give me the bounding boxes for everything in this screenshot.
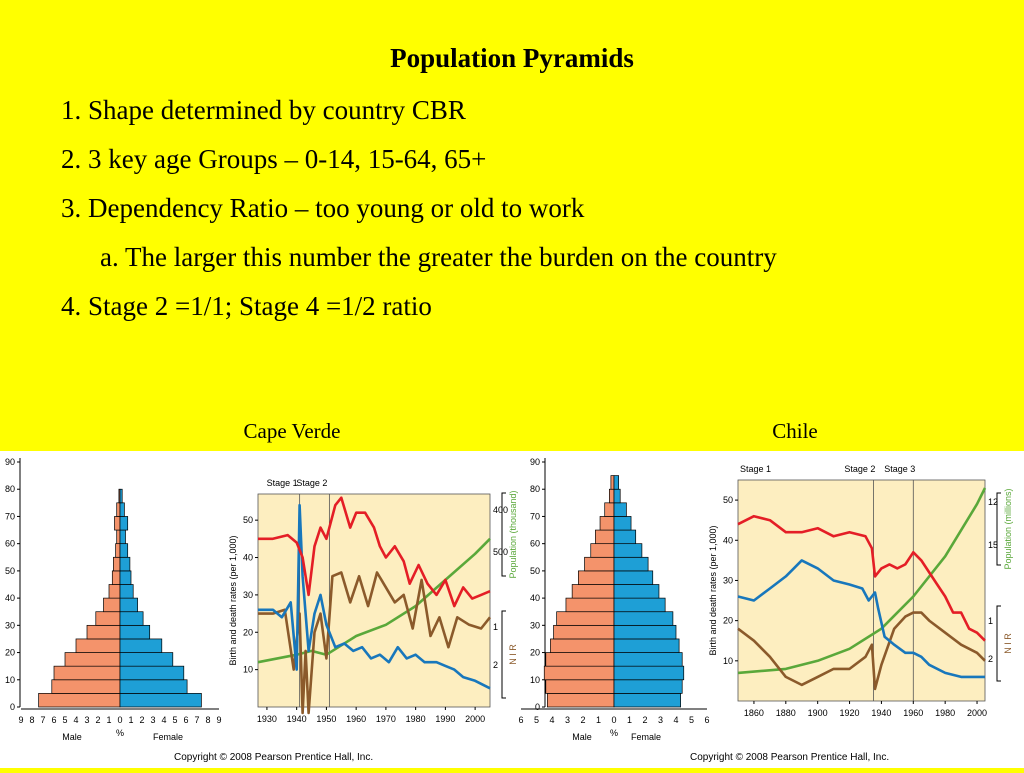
chile-pyramid-male-bar <box>550 639 614 653</box>
chile-transition-x-tick-label: 1940 <box>871 708 892 718</box>
cape-verde-pyramid-female-bar <box>120 666 184 680</box>
chile-pyramid-male-bar <box>572 585 614 599</box>
cape-verde-pyramid-female-bar <box>120 571 131 585</box>
cape-verde-pyramid-percent-tick-label: 4 <box>73 715 79 725</box>
chile-pyramid-male-bar <box>595 530 614 544</box>
chile-transition-population-axis-label: Population (millions) <box>1003 488 1013 570</box>
chile-transition-y-tick-label: 10 <box>722 655 733 666</box>
bullet-point-3a: a. The larger this number the greater the burden on the country <box>100 242 777 272</box>
cape-verde-pyramid-percent-tick-label: 2 <box>95 715 101 725</box>
chile-pyramid-male-bar <box>591 544 614 558</box>
chile-pyramid-female-bar <box>614 585 659 599</box>
cape-verde-pyramid-male-bar <box>117 530 120 544</box>
cape-verde-pyramid-male-bar <box>76 639 120 653</box>
cape-verde-transition-y-tick-label: 10 <box>242 664 253 675</box>
cape-verde-pyramid-age-tick-label: 30 <box>4 620 15 631</box>
cape-verde-pyramid-male-bar <box>96 612 120 626</box>
cape-verde-transition-y-axis-label: Birth and death rates (per 1,000) <box>228 535 238 666</box>
cape-verde-pyramid-percent-tick-label: 1 <box>106 715 112 725</box>
caption-cape-verde: Cape Verde <box>243 419 341 443</box>
chile-pyramid-age-tick-label: 80 <box>529 484 540 495</box>
chile-pyramid-male-bar <box>605 503 614 517</box>
cape-verde-transition-x-tick-label: 1950 <box>316 714 337 724</box>
chile-pyramid-female-bar <box>614 680 682 694</box>
cape-verde-pyramid-female-label: Female <box>152 732 184 742</box>
cape-verde-pyramid-female-bar <box>120 625 150 639</box>
figure-canvas <box>0 451 1024 768</box>
chile-transition-stage-label: Stage 3 <box>884 464 916 474</box>
cape-verde-pyramid-percent-tick-label: 2 <box>139 715 145 725</box>
chile-pyramid-female-bar <box>614 489 620 503</box>
cape-verde-pyramid-male-bar <box>113 557 120 571</box>
chile-transition-nir-bracket <box>997 606 1001 681</box>
cape-verde-transition-x-tick-label: 1990 <box>435 714 456 724</box>
cape-verde-transition-nir-bracket <box>502 611 506 698</box>
chile-pyramid-age-tick-label: 40 <box>529 593 540 604</box>
cape-verde-pyramid-age-tick-label: 60 <box>4 538 15 549</box>
cape-verde-transition-population-axis-label: Population (thousand) <box>508 490 518 579</box>
chile-pyramid-female-bar <box>614 503 626 517</box>
cape-verde-pyramid-percent-tick-label: 4 <box>161 715 167 725</box>
chile-pyramid-male-bar <box>566 598 614 612</box>
chile-pyramid-age-tick-label: 60 <box>529 538 540 549</box>
chile-pyramid-female-bar <box>614 612 673 626</box>
cape-verde-pyramid-female-bar <box>120 544 128 558</box>
chile-pyramid-percent-label: % <box>609 728 619 738</box>
chile-pyramid-male-label: Male <box>572 732 592 742</box>
chile-transition-population-tick-label: 15 <box>988 540 999 550</box>
chile-pyramid-male-bar <box>546 680 614 694</box>
chile-pyramid-female-bar <box>614 557 648 571</box>
cape-verde-pyramid-percent-tick-label: 6 <box>183 715 189 725</box>
cape-verde-pyramid-age-tick-label: 70 <box>4 511 15 522</box>
cape-verde-pyramid-male-bar <box>115 516 121 530</box>
chile-pyramid-male-bar <box>544 666 614 680</box>
cape-verde-transition-y-tick-label: 20 <box>242 627 253 638</box>
chile-pyramid-percent-tick-label: 2 <box>642 715 648 725</box>
chile-pyramid-female-bar <box>614 530 636 544</box>
chile-pyramid-age-tick-label: 30 <box>529 620 540 631</box>
cape-verde-pyramid-percent-tick-label: 0 <box>117 715 123 725</box>
cape-verde-pyramid-percent-tick-label: 7 <box>194 715 200 725</box>
slide-title: Population Pyramids <box>390 43 634 73</box>
chile-pyramid-male-bar <box>557 612 614 626</box>
chile-pyramid-percent-tick-label: 1 <box>626 715 633 725</box>
chile-pyramid-age-tick-label: 10 <box>529 674 540 685</box>
chile-pyramid-male-bar <box>547 693 614 707</box>
chile-transition-x-tick-label: 1860 <box>743 708 764 718</box>
cape-verde-transition-nir-tick-label: 1 <box>493 622 499 632</box>
chile-pyramid-percent-tick-label: 1 <box>595 715 602 725</box>
chile-pyramid-female-bar <box>614 653 682 667</box>
cape-verde-transition-population-tick-label: 500 <box>493 547 509 557</box>
cape-verde-transition-stage-label: Stage 2 <box>296 478 328 488</box>
chile-pyramid-female-bar <box>614 666 684 680</box>
cape-verde-pyramid-age-tick-label: 10 <box>4 674 15 685</box>
chile-pyramid-male-bar <box>609 489 614 503</box>
cape-verde-pyramid-female-bar <box>120 693 201 707</box>
chile-pyramid-male-bar <box>554 625 614 639</box>
cape-verde-pyramid-male-bar <box>87 625 120 639</box>
chile-pyramid-percent-tick-label: 5 <box>533 715 540 725</box>
cape-verde-pyramid-female-bar <box>120 612 143 626</box>
chile-pyramid-female-bar <box>614 571 653 585</box>
cape-verde-pyramid-male-bar <box>112 571 120 585</box>
cape-verde-transition-x-tick-label: 1980 <box>405 714 426 724</box>
copyright-left: Copyright © 2008 Pearson Prentice Hall, Inc. <box>174 752 374 763</box>
cape-verde-pyramid-male-label: Male <box>62 732 82 742</box>
cape-verde-pyramid-male-bar <box>104 598 121 612</box>
caption-chile: Chile <box>772 419 818 443</box>
cape-verde-pyramid-female-bar <box>120 516 128 530</box>
cape-verde-pyramid-age-tick-label: 0 <box>9 702 15 712</box>
chile-pyramid-male-bar <box>578 571 614 585</box>
chile-pyramid-male-bar <box>611 476 614 490</box>
figure-strip <box>0 451 1024 768</box>
cape-verde-pyramid-female-bar <box>120 530 126 544</box>
cape-verde-transition-x-tick-label: 1930 <box>256 714 277 724</box>
chile-transition-x-tick-label: 1880 <box>775 708 796 718</box>
chile-transition-nir-label: N I R <box>1003 633 1013 654</box>
chile-pyramid-female-bar <box>614 693 681 707</box>
cape-verde-pyramid-percent-tick-label: 9 <box>216 715 222 725</box>
chile-pyramid-percent-tick-label: 6 <box>518 715 524 725</box>
chile-pyramid-percent-tick-label: 5 <box>688 715 695 725</box>
cape-verde-pyramid-percent-tick-label: 1 <box>128 715 134 725</box>
chile-pyramid-age-tick-label: 20 <box>529 647 540 658</box>
chile-pyramid-male-bar <box>585 557 614 571</box>
cape-verde-pyramid-percent-tick-label: 9 <box>18 715 24 725</box>
cape-verde-pyramid-age-tick-label: 80 <box>4 484 15 495</box>
cape-verde-pyramid-age-tick-label: 90 <box>4 457 15 467</box>
chile-transition-y-tick-label: 20 <box>722 615 733 626</box>
cape-verde-pyramid-percent-tick-label: 6 <box>51 715 57 725</box>
cape-verde-pyramid-percent-tick-label: 5 <box>172 715 178 725</box>
chile-pyramid-percent-tick-label: 0 <box>611 715 617 725</box>
chile-pyramid-age-tick-label: 0 <box>534 702 540 712</box>
cape-verde-pyramid-male-bar <box>65 653 120 667</box>
chile-pyramid-percent-tick-label: 3 <box>657 715 664 725</box>
cape-verde-pyramid-female-bar <box>120 489 122 503</box>
chile-transition-y-tick-label: 40 <box>722 535 733 546</box>
chile-transition-y-tick-label: 50 <box>722 495 733 506</box>
chile-pyramid-male-bar <box>546 653 614 667</box>
chile-pyramid-female-bar <box>614 516 631 530</box>
cape-verde-transition-x-tick-label: 1940 <box>286 714 307 724</box>
chile-transition-population-tick-label: 12 <box>988 497 999 507</box>
cape-verde-pyramid-male-bar <box>109 585 120 599</box>
chile-transition-stage-label: Stage 2 <box>844 464 876 474</box>
cape-verde-pyramid-female-bar <box>120 653 173 667</box>
cape-verde-transition-y-tick-label: 50 <box>242 515 253 526</box>
cape-verde-pyramid-male-bar <box>116 544 120 558</box>
cape-verde-transition-y-tick-label: 40 <box>242 552 253 563</box>
chile-pyramid-female-bar <box>614 598 665 612</box>
chile-transition-nir-tick-label: 2 <box>988 654 994 664</box>
cape-verde-pyramid-percent-tick-label: 3 <box>150 715 156 725</box>
chile-pyramid-percent-tick-label: 6 <box>704 715 710 725</box>
cape-verde-transition-population-tick-label: 400 <box>493 505 509 515</box>
chile-pyramid-percent-tick-label: 2 <box>580 715 586 725</box>
chile-pyramid-age-tick-label: 70 <box>529 511 540 522</box>
cape-verde-pyramid-age-tick-label: 50 <box>4 565 15 576</box>
chile-transition-x-tick-label: 1920 <box>839 708 860 718</box>
cape-verde-pyramid-percent-tick-label: 7 <box>40 715 46 725</box>
cape-verde-pyramid-percent-tick-label: 5 <box>62 715 68 725</box>
cape-verde-pyramid-percent-tick-label: 8 <box>29 715 35 725</box>
copyright-right: Copyright © 2008 Pearson Prentice Hall, Inc. <box>690 752 890 763</box>
cape-verde-transition-nir-tick-label: 2 <box>493 660 499 670</box>
cape-verde-transition-x-tick-label: 2000 <box>465 714 486 724</box>
chile-transition-y-axis-label: Birth and death rates (per 1,000) <box>708 525 718 656</box>
cape-verde-pyramid-female-bar <box>120 639 162 653</box>
cape-verde-pyramid-female-bar <box>120 503 124 517</box>
bullet-point-3: 3. Dependency Ratio – too young or old to work <box>61 193 585 223</box>
chile-transition-x-tick-label: 1980 <box>935 708 956 718</box>
cape-verde-pyramid-male-bar <box>39 693 120 707</box>
chile-transition-stage-label: Stage 1 <box>740 464 772 474</box>
cape-verde-pyramid-percent-label: % <box>115 728 125 738</box>
cape-verde-transition-x-tick-label: 1960 <box>346 714 367 724</box>
cape-verde-pyramid-female-bar <box>120 585 133 599</box>
chile-transition-x-tick-label: 1900 <box>807 708 828 718</box>
chile-transition-nir-tick-label: 1 <box>988 616 994 626</box>
chile-pyramid-percent-tick-label: 4 <box>549 715 555 725</box>
cape-verde-pyramid-age-tick-label: 40 <box>4 593 15 604</box>
chile-transition-y-tick-label: 30 <box>722 575 733 586</box>
chile-pyramid-female-bar <box>614 476 619 490</box>
chile-pyramid-percent-tick-label: 4 <box>673 715 679 725</box>
chile-pyramid-age-tick-label: 90 <box>529 457 540 467</box>
bullet-point-4: 4. Stage 2 =1/1; Stage 4 =1/2 ratio <box>61 291 432 321</box>
cape-verde-pyramid-male-bar <box>117 503 120 517</box>
bullet-point-1: 1. Shape determined by country CBR <box>61 95 466 125</box>
chile-transition-plot-area <box>738 480 985 701</box>
chile-pyramid-female-bar <box>614 625 676 639</box>
chile-pyramid-female-bar <box>614 639 679 653</box>
chile-transition-x-tick-label: 2000 <box>967 708 988 718</box>
cape-verde-pyramid-male-bar <box>54 666 120 680</box>
cape-verde-pyramid-male-bar <box>52 680 120 694</box>
cape-verde-pyramid-percent-tick-label: 3 <box>84 715 90 725</box>
cape-verde-pyramid-female-bar <box>120 680 187 694</box>
chile-transition-x-tick-label: 1960 <box>903 708 924 718</box>
chile-pyramid-male-bar <box>600 516 614 530</box>
cape-verde-transition-x-tick-label: 1970 <box>375 714 396 724</box>
cape-verde-pyramid-percent-tick-label: 8 <box>205 715 211 725</box>
chile-pyramid-percent-tick-label: 3 <box>564 715 571 725</box>
chile-pyramid-female-bar <box>614 544 642 558</box>
chile-pyramid-age-tick-label: 50 <box>529 565 540 576</box>
cape-verde-pyramid-age-tick-label: 20 <box>4 647 15 658</box>
cape-verde-pyramid-female-bar <box>120 557 130 571</box>
chile-pyramid-female-label: Female <box>630 732 662 742</box>
bullet-point-2: 2. 3 key age Groups – 0-14, 15-64, 65+ <box>61 144 487 174</box>
cape-verde-transition-y-tick-label: 30 <box>242 589 253 600</box>
cape-verde-pyramid-female-bar <box>120 598 138 612</box>
cape-verde-transition-nir-label: N I R <box>508 644 518 665</box>
cape-verde-transition-stage-label: Stage 1 <box>266 478 298 488</box>
